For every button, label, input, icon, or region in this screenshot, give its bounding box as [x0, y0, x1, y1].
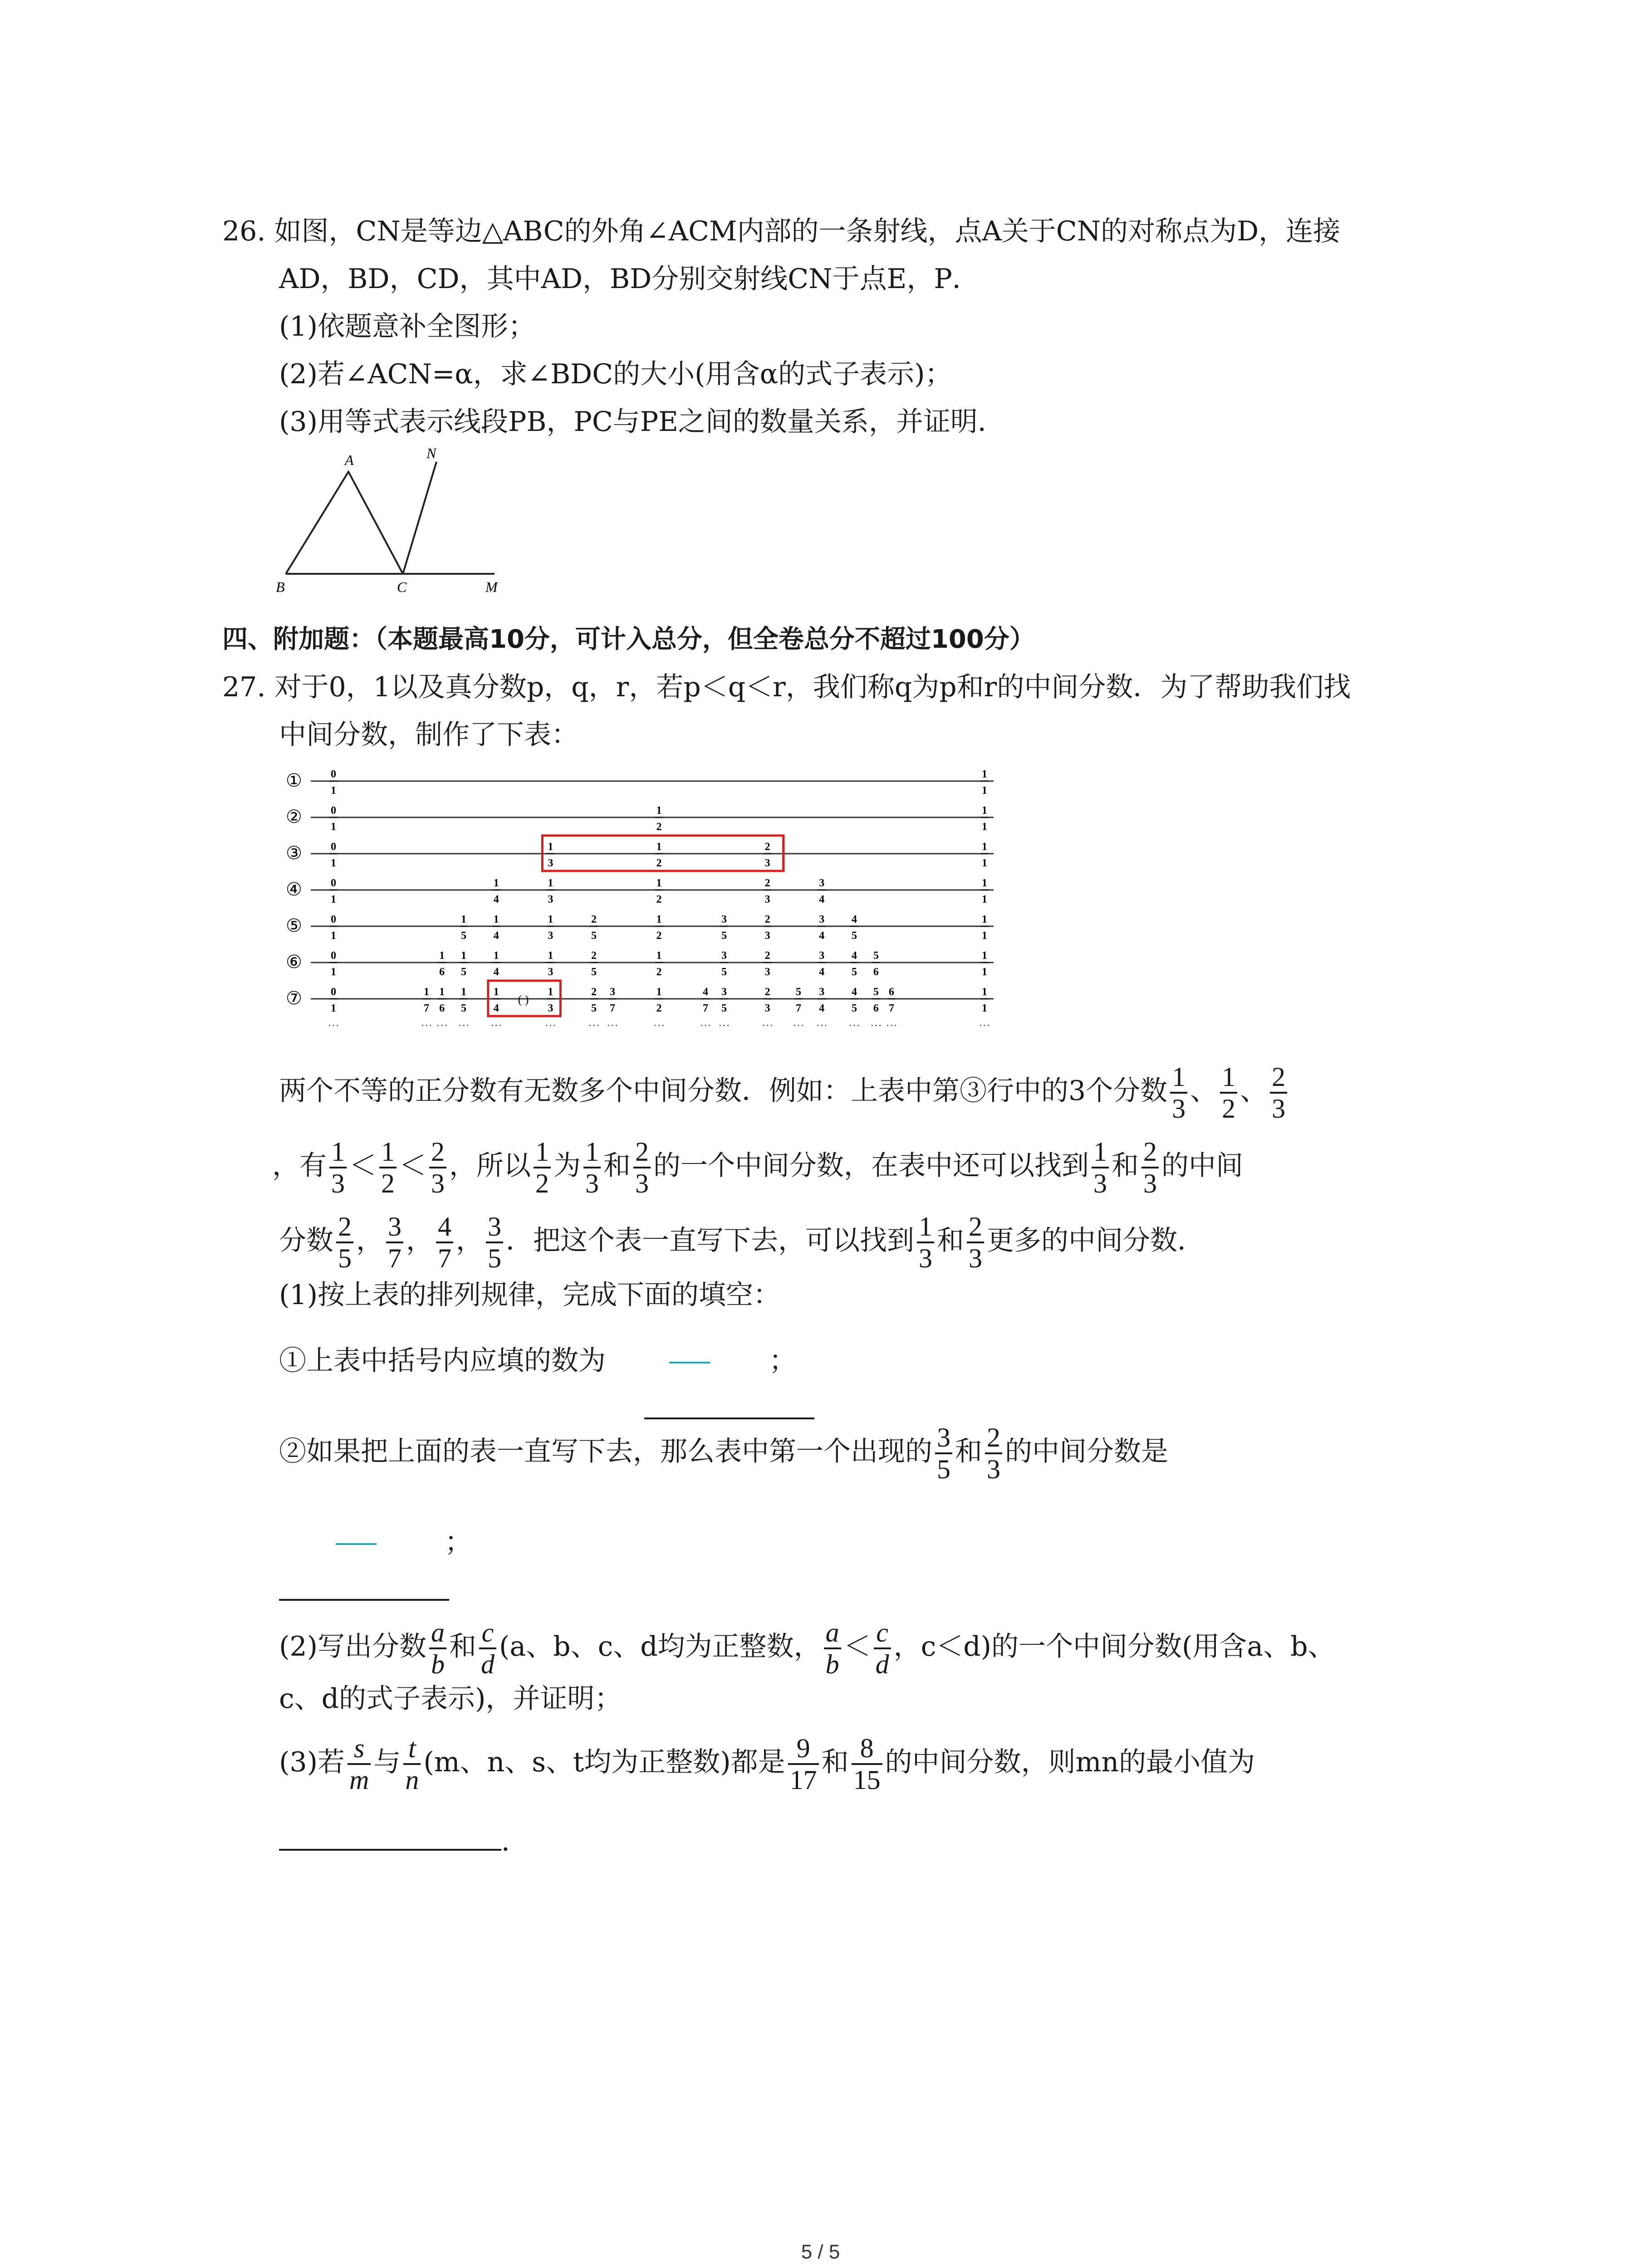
ellipsis: … — [653, 1016, 665, 1029]
fraction-denominator: 3 — [548, 966, 554, 978]
blank-placeholder: ( ) — [518, 993, 529, 1006]
frac-1-2: $\frac{1}{2}$ — [1220, 1062, 1237, 1124]
frac-3-5: $\frac{3}{5}$ — [935, 1422, 952, 1484]
fraction-numerator: 0 — [331, 877, 336, 889]
frac-1-2: $\frac{1}{2}$ — [534, 1137, 551, 1198]
frac-2-3: $\frac{2}{3}$ — [985, 1422, 1002, 1484]
fraction-numerator: 1 — [982, 914, 987, 925]
label-a: A — [345, 452, 354, 468]
fraction-denominator: 5 — [721, 930, 727, 942]
fraction-numerator: 3 — [819, 877, 825, 889]
fraction-denominator: 3 — [548, 857, 554, 869]
fraction-denominator: 1 — [982, 930, 987, 942]
fraction-numerator: 0 — [331, 950, 336, 962]
frac-s-m: $\frac{s}{m}$ — [348, 1733, 371, 1795]
ellipsis: … — [328, 1016, 339, 1029]
fraction-numerator: 1 — [982, 950, 987, 962]
fraction-denominator: 4 — [493, 966, 499, 978]
fraction-numerator: 2 — [764, 950, 770, 962]
fraction-denominator: 1 — [331, 821, 336, 833]
fraction-numerator: 1 — [461, 950, 466, 962]
ellipsis: … — [588, 1016, 600, 1029]
fraction-denominator: 5 — [852, 1002, 857, 1014]
fraction-numerator: 1 — [548, 877, 554, 889]
fraction-denominator: 1 — [331, 1002, 336, 1014]
triangle-abc — [286, 472, 403, 574]
fraction-denominator: 5 — [721, 1002, 727, 1014]
fraction-denominator: 1 — [982, 966, 987, 978]
q26-part3: (3)用等式表示线段PB，PC与PE之间的数量关系，并证明． — [279, 406, 1005, 438]
frac-1-3: $\frac{1}{3}$ — [329, 1137, 347, 1198]
fraction-numerator: 0 — [331, 986, 336, 998]
fraction-numerator: 2 — [764, 914, 770, 925]
fraction-denominator: 2 — [656, 857, 662, 869]
fraction-denominator: 2 — [656, 821, 662, 833]
fraction-numerator: 4 — [703, 986, 708, 998]
frac-c-d: $\frac{c}{d}$ — [874, 1618, 891, 1679]
q27-line1 — [222, 669, 1351, 705]
fraction-numerator: 4 — [852, 986, 857, 998]
frac-2-3: $\frac{2}{3}$ — [967, 1212, 984, 1273]
frac-1-3: $\frac{1}{3}$ — [1092, 1137, 1109, 1198]
fraction-numerator: 1 — [493, 914, 499, 925]
fraction-denominator: 7 — [889, 1002, 894, 1014]
fraction-numerator: 1 — [493, 950, 499, 962]
fraction-numerator: 1 — [548, 841, 554, 853]
row-label: ④ — [286, 879, 302, 899]
fraction-numerator: 1 — [548, 986, 554, 998]
frac-9-17: $\frac{9}{17}$ — [788, 1733, 819, 1795]
q27-text-1: 对于0，1以及真分数p，q，r，若p＜q＜r，我们称q为p和r的中间分数．为了帮助我们找 — [274, 671, 1351, 703]
fraction-denominator: 5 — [852, 930, 857, 942]
fraction-numerator: 1 — [982, 805, 987, 816]
label-c: C — [397, 579, 407, 595]
fraction-denominator: 3 — [764, 930, 770, 942]
fraction-numerator: 3 — [721, 914, 727, 925]
fraction-numerator: 1 — [982, 877, 987, 889]
fraction-denominator: 6 — [439, 966, 445, 978]
fraction-numerator: 2 — [591, 914, 597, 925]
fraction-numerator: 5 — [873, 950, 879, 962]
fraction-denominator: 4 — [493, 894, 499, 905]
fraction-denominator: 1 — [982, 857, 987, 869]
q26-text-1: 如图，CN是等边△ABC的外角∠ACM内部的一条射线，点A关于CN的对称点为D，连接 — [274, 215, 1341, 247]
q27-part2: (2)写出分数 $\frac{a}{b}$ 和 $\frac{c}{d}$ (a、b、c、d均为正整数， $\frac{a}{b}$ ＜ $\frac{c}{d}$ ，c＜d)的一个中间分数(用含a、b、 — [279, 1618, 1335, 1680]
fraction-denominator: 2 — [656, 966, 662, 978]
para1-text: 两个不等的正分数有无数多个中间分数．例如：上表中第③行中的3个分数 — [279, 1075, 1168, 1107]
fraction-denominator: 3 — [764, 894, 770, 905]
fraction-denominator: 4 — [493, 1002, 499, 1014]
fraction-denominator: 4 — [819, 966, 825, 978]
fraction-numerator: 3 — [819, 914, 825, 925]
frac-8-15: $\frac{8}{15}$ — [852, 1733, 882, 1795]
frac-2-3: $\frac{2}{3}$ — [429, 1137, 446, 1198]
q27-fill2: ②如果把上面的表一直写下去，那么表中第一个出现的 $\frac{3}{5}$ 和 $\frac{2}{3}$ 的中间分数是 — [279, 1422, 1168, 1485]
frac-2-5: $\frac{2}{5}$ — [336, 1212, 353, 1273]
fraction-numerator: 1 — [439, 986, 445, 998]
fraction-numerator: 1 — [656, 914, 662, 925]
fraction-numerator: 3 — [721, 950, 727, 962]
frac-2-3: $\frac{2}{3}$ — [1141, 1137, 1159, 1198]
fraction-denominator: 2 — [656, 930, 662, 942]
answer-dash-1 — [669, 1362, 710, 1364]
row-label: ③ — [286, 843, 302, 863]
answer-line-3 — [279, 1831, 501, 1851]
frac-4-7: $\frac{4}{7}$ — [436, 1212, 453, 1273]
fraction-numerator: 1 — [461, 914, 466, 925]
q27-para1: 两个不等的正分数有无数多个中间分数．例如：上表中第③行中的3个分数 $\frac{1}{3}$ 、 $\frac{1}{2}$ 、 $\frac{2}{3}$ — [279, 1059, 1290, 1124]
fraction-numerator: 1 — [656, 841, 662, 853]
fraction-numerator: 6 — [889, 986, 894, 998]
fraction-denominator: 7 — [610, 1002, 615, 1014]
fraction-denominator: 5 — [461, 966, 466, 978]
fraction-denominator: 7 — [703, 1002, 708, 1014]
ellipsis: … — [886, 1016, 897, 1029]
frac-a-b: $\frac{a}{b}$ — [824, 1618, 841, 1679]
fraction-numerator: 1 — [461, 986, 466, 998]
fraction-denominator: 2 — [656, 1002, 662, 1014]
ellipsis: … — [870, 1016, 882, 1029]
ellipsis: … — [607, 1016, 618, 1029]
ellipsis: … — [718, 1016, 730, 1029]
fraction-denominator: 6 — [439, 1002, 445, 1014]
q26-part2: (2)若∠ACN=α，求∠BDC的大小(用含α的式子表示)； — [279, 358, 952, 390]
answer-line-2 — [279, 1599, 449, 1601]
fraction-denominator: 3 — [764, 966, 770, 978]
ellipsis: … — [700, 1016, 711, 1029]
fraction-denominator: 1 — [982, 821, 987, 833]
fraction-numerator: 2 — [764, 841, 770, 853]
fraction-denominator: 5 — [591, 966, 597, 978]
fraction-numerator: 1 — [493, 986, 499, 998]
ellipsis: … — [544, 1016, 557, 1029]
fraction-denominator: 1 — [331, 894, 336, 905]
page-number: 5 / 5 — [801, 2241, 840, 2263]
answer-line-1 — [644, 1418, 814, 1419]
fraction-denominator: 5 — [721, 966, 727, 978]
fraction-numerator: 4 — [852, 950, 857, 962]
fraction-denominator: 5 — [591, 1002, 597, 1014]
fraction-denominator: 6 — [873, 966, 879, 978]
label-n: N — [426, 445, 436, 461]
q26-line1 — [222, 213, 1340, 249]
q27-part3: (3)若 $\frac{s}{m}$ 与 $\frac{t}{n}$ (m、n、s、t均为正整数)都是 $\frac{9}{17}$ 和 $\frac{8}{15}$ 的中间分数，则mn的最小值为 — [279, 1733, 1255, 1795]
fraction-denominator: 3 — [548, 930, 554, 942]
label-m: M — [485, 579, 498, 595]
q27-number: 27. — [222, 671, 266, 703]
fraction-denominator: 5 — [461, 930, 466, 942]
fraction-denominator: 4 — [819, 1002, 825, 1014]
fraction-denominator: 6 — [873, 1002, 879, 1014]
frac-a-b: $\frac{a}{b}$ — [429, 1618, 446, 1679]
fraction-denominator: 5 — [852, 966, 857, 978]
farey-table — [279, 762, 1009, 1043]
ellipsis: … — [816, 1016, 828, 1029]
fraction-denominator: 2 — [656, 894, 662, 905]
fraction-numerator: 3 — [610, 986, 615, 998]
fraction-numerator: 1 — [424, 986, 429, 998]
fraction-denominator: 3 — [764, 857, 770, 869]
frac-3-7: $\frac{3}{7}$ — [386, 1212, 403, 1273]
fraction-denominator: 3 — [548, 1002, 554, 1014]
fraction-denominator: 1 — [982, 785, 987, 797]
frac-1-3: $\frac{1}{3}$ — [1170, 1062, 1187, 1124]
fraction-denominator: 3 — [548, 894, 554, 905]
fraction-denominator: 3 — [764, 1002, 770, 1014]
fraction-numerator: 1 — [439, 950, 445, 962]
q27-para2: ，有 $\frac{1}{3}$ ＜ $\frac{1}{2}$ ＜ $\frac{2}{3}$ ，所以 $\frac{1}{2}$ 为 $\frac{1}{3}$ 和 $\frac{2}{3}$ 的一个中间分数，在表中还可以找到 $\frac{1}{3}$ 和 $\frac{2}{3}$ 的中间 — [272, 1137, 1243, 1199]
frac-2-3: $\frac{2}{3}$ — [633, 1137, 651, 1198]
q27-part3-answer: ． — [279, 1823, 529, 1860]
fraction-denominator: 7 — [424, 1002, 429, 1014]
fraction-numerator: 5 — [796, 986, 801, 998]
ellipsis: … — [848, 1016, 860, 1029]
fraction-numerator: 0 — [331, 805, 336, 816]
answer-dash-2 — [336, 1543, 377, 1545]
frac-2-3: $\frac{2}{3}$ — [1270, 1062, 1287, 1124]
row-label: ② — [286, 807, 302, 827]
fraction-numerator: 1 — [656, 877, 662, 889]
q26-part1: (1)依题意补全图形； — [279, 311, 535, 342]
fraction-numerator: 0 — [331, 841, 336, 853]
fraction-numerator: 2 — [764, 877, 770, 889]
ellipsis: … — [490, 1016, 502, 1029]
fraction-denominator: 4 — [819, 894, 825, 905]
fraction-numerator: 2 — [764, 986, 770, 998]
fraction-numerator: 1 — [548, 914, 554, 925]
frac-1-3: $\frac{1}{3}$ — [917, 1212, 934, 1273]
fraction-numerator: 1 — [656, 805, 662, 816]
fraction-denominator: 1 — [982, 894, 987, 905]
fraction-numerator: 3 — [721, 986, 727, 998]
fraction-numerator: 2 — [591, 950, 597, 962]
ellipsis: … — [761, 1016, 774, 1029]
q27-line2: 中间分数，制作了下表： — [279, 719, 578, 751]
ray-cn — [403, 462, 436, 574]
frac-t-n: $\frac{t}{n}$ — [403, 1733, 421, 1795]
fraction-denominator: 5 — [461, 1002, 466, 1014]
fraction-numerator: 0 — [331, 768, 336, 780]
fraction-denominator: 4 — [819, 930, 825, 942]
fraction-denominator: 1 — [331, 785, 336, 797]
row-label: ⑦ — [286, 988, 302, 1008]
ellipsis: … — [436, 1016, 448, 1029]
fraction-numerator: 3 — [819, 950, 825, 962]
label-b: B — [276, 579, 285, 595]
q27-fill1: ①上表中括号内应填的数为 ； — [279, 1345, 796, 1377]
fraction-denominator: 5 — [591, 930, 597, 942]
ellipsis: … — [979, 1016, 990, 1029]
triangle-figure — [272, 445, 526, 599]
q27-para3: 分数 $\frac{2}{5}$ ， $\frac{3}{7}$ ， $\frac{4}{7}$ ， $\frac{3}{5}$ ．把这个表一直写下去，可以找到 $\frac{1}{3}$ 和 $\frac{2}{3}$ 更多的中间分数． — [279, 1212, 1205, 1274]
fraction-denominator: 1 — [331, 857, 336, 869]
frac-1-3: $\frac{1}{3}$ — [583, 1137, 601, 1198]
ellipsis: … — [793, 1016, 804, 1029]
fraction-numerator: 1 — [548, 950, 554, 962]
fraction-denominator: 7 — [796, 1002, 801, 1014]
section4-heading: 四、附加题：（本题最高10分，可计入总分，但全卷总分不超过100分） — [222, 625, 1035, 654]
ellipsis: … — [421, 1016, 432, 1029]
q26-number: 26. — [222, 215, 266, 247]
fraction-numerator: 1 — [656, 950, 662, 962]
fraction-denominator: 1 — [982, 1002, 987, 1014]
fraction-numerator: 1 — [982, 768, 987, 780]
fraction-numerator: 5 — [873, 986, 879, 998]
fraction-numerator: 1 — [982, 986, 987, 998]
fraction-numerator: 0 — [331, 914, 336, 925]
row-label: ⑥ — [286, 952, 302, 972]
fraction-denominator: 4 — [493, 930, 499, 942]
fraction-numerator: 1 — [656, 986, 662, 998]
fraction-numerator: 4 — [852, 914, 857, 925]
fraction-numerator: 3 — [819, 986, 825, 998]
frac-1-2: $\frac{1}{2}$ — [379, 1137, 397, 1198]
fraction-numerator: 1 — [982, 841, 987, 853]
frac-3-5: $\frac{3}{5}$ — [486, 1212, 503, 1273]
q27-fill2-answer: ； — [336, 1524, 472, 1560]
q27-part2-cont: c、d的式子表示)，并证明； — [279, 1683, 622, 1715]
q26-line2: AD，BD，CD，其中AD，BD分别交射线CN于点E，P． — [279, 263, 980, 295]
fraction-denominator: 1 — [331, 930, 336, 942]
frac-c-d: $\frac{c}{d}$ — [479, 1618, 496, 1679]
row-label: ⑤ — [286, 915, 302, 936]
ellipsis: … — [458, 1016, 470, 1029]
fraction-denominator: 1 — [331, 966, 336, 978]
row-label: ① — [286, 770, 302, 791]
fraction-numerator: 2 — [591, 986, 597, 998]
q27-part1: (1)按上表的排列规律，完成下面的填空： — [279, 1279, 780, 1311]
fraction-numerator: 1 — [493, 877, 499, 889]
